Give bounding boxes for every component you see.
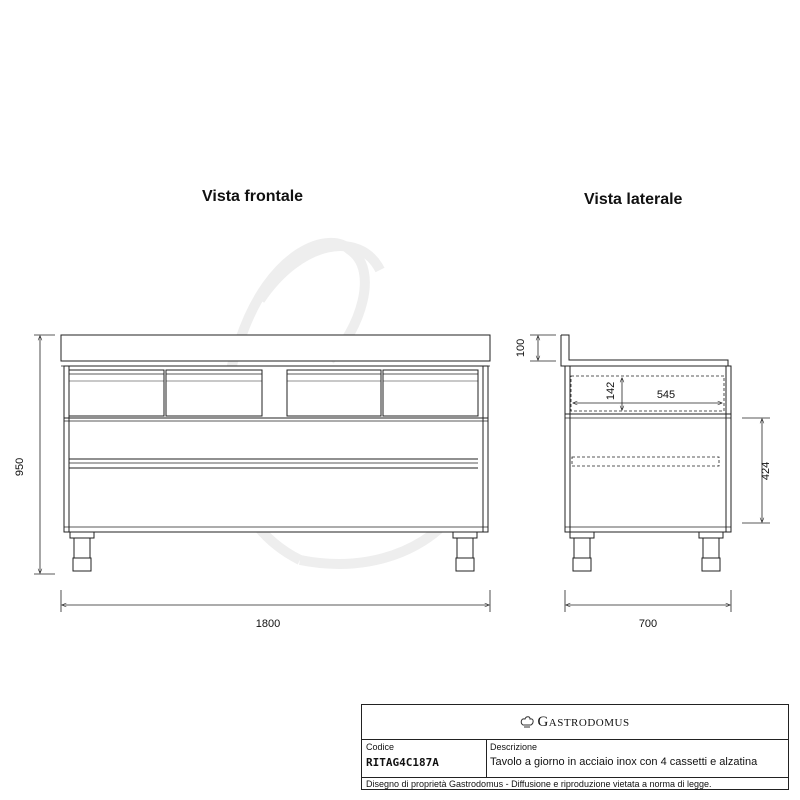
front-drawer-4	[383, 370, 478, 416]
dim-upstand-height: 100	[515, 338, 527, 358]
side-view	[561, 335, 731, 571]
code-value: RITAG4C187A	[366, 756, 439, 769]
front-drawer-2	[166, 370, 262, 416]
code-label: Codice	[366, 742, 395, 752]
brand-name: Gastrodomus	[537, 713, 630, 730]
title-block-row	[362, 739, 788, 778]
chef-hat-icon	[520, 715, 534, 729]
code-cell	[362, 739, 487, 777]
front-drawer-3	[287, 370, 381, 416]
dim-drawer-height: 142	[605, 381, 617, 401]
front-view-title: Vista frontale	[202, 188, 304, 205]
front-drawer-1	[69, 370, 164, 416]
dim-total-depth: 700	[638, 618, 658, 630]
footer-note: Disegno di proprietà Gastrodomus - Diffusione e riproduzione vietata a norma di legge.	[366, 779, 712, 789]
title-block	[361, 704, 789, 790]
dim-drawer-depth: 545	[656, 389, 676, 401]
dim-total-height: 950	[14, 457, 26, 477]
description-value: Tavolo a giorno in acciaio inox con 4 cassetti e alzatina	[490, 756, 758, 768]
dim-shelf-height: 424	[760, 461, 772, 481]
description-cell	[486, 739, 788, 777]
brand-logo	[362, 705, 788, 740]
front-upstand	[61, 335, 490, 361]
side-frame	[565, 366, 731, 532]
side-view-title: Vista laterale	[584, 191, 683, 208]
dim-total-width: 1800	[255, 618, 281, 630]
description-label: Descrizione	[490, 742, 538, 752]
